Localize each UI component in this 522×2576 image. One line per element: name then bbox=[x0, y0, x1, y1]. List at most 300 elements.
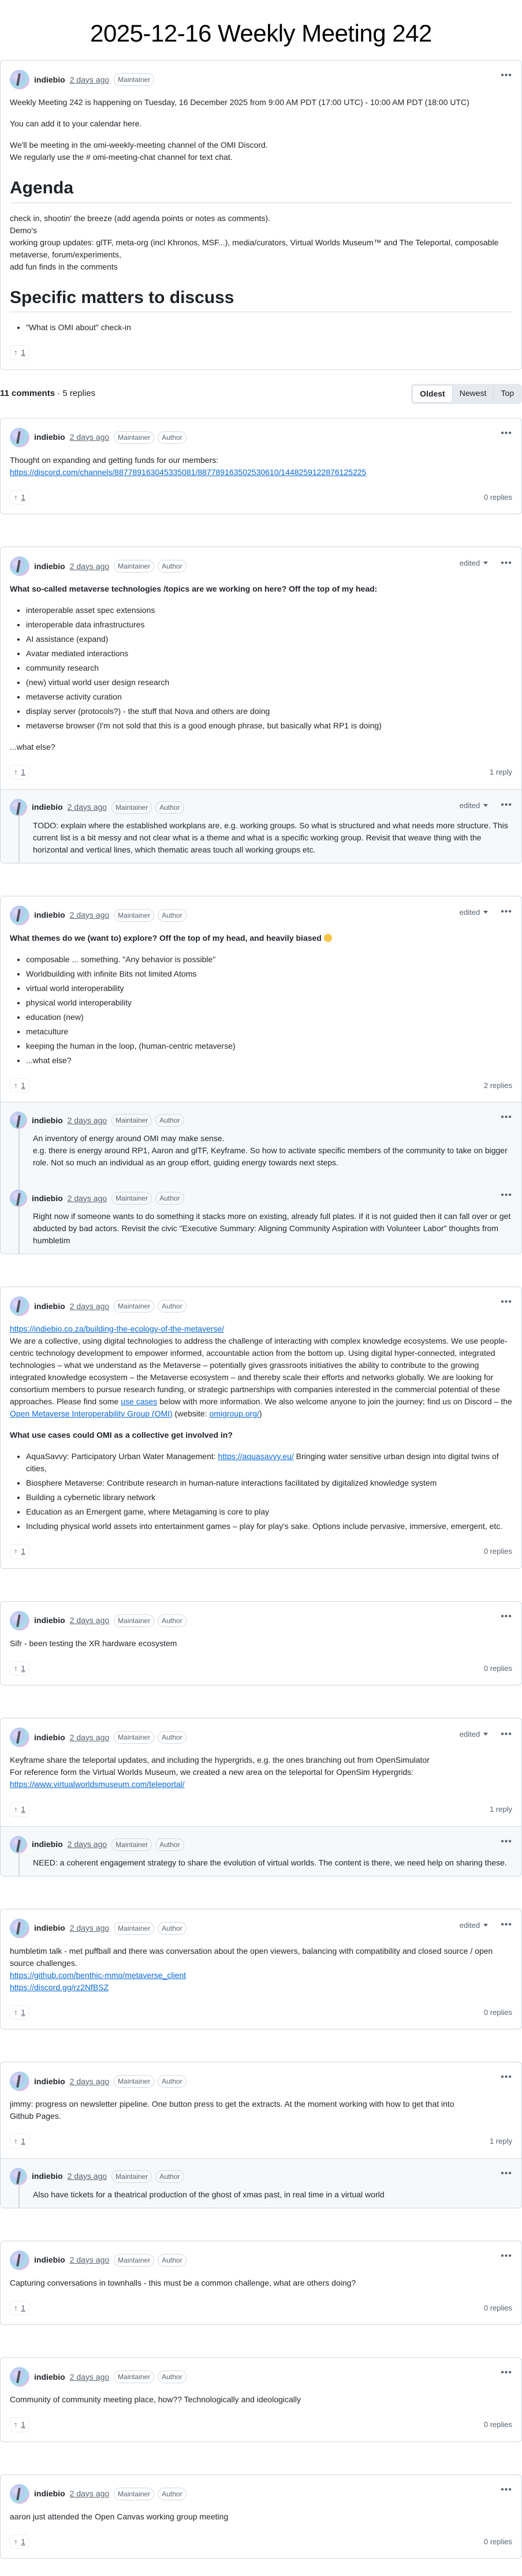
paragraph-text: We are a collective, using digital technologies to address the challenge of interacting with complex knowledge ecosystems. We use people-centric technology development to empower informed, accountable action from the bottom up. Using digital hyper-connected, integrated technologies – what we understand as the Metaverse – potentially gives grassroots initiatives the ability to contribute to the growing integrated knowledge ecosystem – the Metaverse ecosystem – and thereby scale their efforts and networks globally. We are looking for consortium members to pursue research funding, or strategic partnerships with companies interested in the commercial potential of these approaches. Please find some bbox=[10, 1336, 508, 1406]
avatar[interactable] bbox=[10, 1611, 29, 1631]
comment-footer bbox=[1, 488, 521, 514]
list-item: • (new) virtual world user design research bbox=[26, 676, 512, 689]
kebab-horizontal-icon[interactable]: ••• bbox=[501, 558, 512, 568]
post-footer bbox=[1, 343, 521, 369]
list-item: • interoperable data infrastructures bbox=[26, 619, 512, 631]
aquasavvy-link[interactable]: https://aquasavvy.eu/ bbox=[218, 1452, 294, 1461]
avatar[interactable] bbox=[10, 2367, 29, 2387]
author-name[interactable]: indiebio bbox=[34, 910, 65, 919]
upvote-count: 1 bbox=[21, 2537, 25, 2546]
timestamp-link[interactable]: 2 days ago bbox=[69, 910, 110, 919]
upvote-count: 1 bbox=[21, 2007, 25, 2017]
timestamp-link[interactable]: 2 days ago bbox=[69, 1301, 110, 1311]
timestamp-link[interactable]: 2 days ago bbox=[67, 1115, 107, 1125]
matters-item: • "What is OMI about" check-in bbox=[26, 321, 512, 334]
comment-body bbox=[1, 447, 521, 478]
list-item: • Biosphere Metaverse: Contribute research in human-nature interactions facilitated by digitalized knowledge system bbox=[26, 1477, 512, 1489]
avatar[interactable] bbox=[10, 1728, 29, 1747]
author-name[interactable]: indiebio bbox=[34, 1616, 65, 1625]
page-title: 2025-12-16 Weekly Meeting 242 bbox=[90, 20, 432, 47]
upvote-button[interactable] bbox=[10, 2534, 29, 2549]
comment-lead-wrap bbox=[10, 932, 512, 944]
topics-list bbox=[10, 604, 512, 732]
use-cases-list bbox=[10, 1450, 512, 1532]
comment-header bbox=[1, 547, 521, 576]
teleportal-link[interactable]: https://www.virtualworldsmuseum.com/teleportal/ bbox=[10, 1779, 185, 1789]
maintainer-badge: Maintainer bbox=[111, 1192, 152, 1205]
author-badge: Author bbox=[158, 431, 186, 444]
comment-footer bbox=[1, 762, 521, 789]
upvote-count: 1 bbox=[21, 1547, 25, 1556]
arrow-up-icon: ↑ bbox=[14, 2137, 18, 2145]
comment-body bbox=[1, 2270, 521, 2289]
kebab-horizontal-icon[interactable]: ••• bbox=[501, 1836, 512, 1846]
upvote-count: 1 bbox=[21, 768, 25, 776]
comments-summary bbox=[0, 387, 95, 401]
kebab-horizontal-icon[interactable]: ••• bbox=[501, 1611, 512, 1621]
replies-thread bbox=[1, 1102, 521, 1254]
reply-text: NEED: a coherent engagement strategy to share the evolution of virtual worlds. The content is there, we need help on sharing these. bbox=[33, 1857, 507, 1867]
comment-footer bbox=[1, 2298, 521, 2325]
maintainer-badge: Maintainer bbox=[114, 73, 154, 86]
replies-thread bbox=[1, 2158, 521, 2208]
comment-lead: What use cases could OMI as a collective get involved in? bbox=[10, 1430, 233, 1440]
timestamp-link[interactable]: 2 days ago bbox=[69, 2489, 110, 2498]
edited-label: edited bbox=[459, 907, 480, 917]
reply-body bbox=[1, 1129, 521, 1169]
author-name[interactable]: indiebio bbox=[32, 1115, 63, 1125]
list-item bbox=[26, 1450, 512, 1475]
discord-invite-link[interactable]: https://discord.gg/rz2NfBSZ bbox=[10, 1982, 109, 1992]
author-badge: Author bbox=[158, 1300, 186, 1313]
kebab-horizontal-icon[interactable]: ••• bbox=[501, 1190, 512, 1200]
author-name[interactable]: indiebio bbox=[34, 2489, 65, 2498]
list-item: • education (new) bbox=[26, 1011, 512, 1023]
avatar[interactable] bbox=[10, 1919, 29, 1938]
list-item: • ...what else? bbox=[26, 1055, 512, 1067]
reply-count: 1 reply bbox=[489, 768, 512, 776]
comments-count: 11 comments bbox=[0, 388, 55, 398]
caret-down-icon bbox=[483, 911, 488, 914]
author-name[interactable]: indiebio bbox=[32, 2171, 63, 2181]
upvote-button[interactable] bbox=[10, 2134, 29, 2149]
sort-tab-newest[interactable]: Newest bbox=[459, 388, 487, 398]
upvote-button[interactable] bbox=[10, 1544, 29, 1559]
comment bbox=[0, 1287, 522, 1569]
calendar-text: You can add it to your calendar here. bbox=[10, 119, 142, 128]
author-name[interactable]: indiebio bbox=[34, 561, 65, 571]
avatar[interactable] bbox=[10, 1190, 27, 1207]
list-item: • community research bbox=[26, 662, 512, 674]
kebab-horizontal-icon[interactable]: ••• bbox=[501, 1920, 512, 1930]
reply-count: 0 replies bbox=[483, 1663, 512, 1673]
reply bbox=[1, 790, 521, 856]
omi-link[interactable]: Open Metaverse Interoperability Group (OMI) bbox=[10, 1409, 173, 1418]
agenda-heading: Agenda bbox=[10, 177, 512, 203]
paragraph-text: (website: bbox=[172, 1409, 210, 1418]
arrow-up-icon: ↑ bbox=[14, 492, 18, 502]
use-cases-link[interactable]: use cases bbox=[121, 1397, 158, 1406]
edited-label: edited bbox=[459, 1920, 480, 1930]
timestamp-link[interactable]: 2 days ago bbox=[67, 1840, 107, 1849]
chat-channel-text: We regularly use the # omi-meeting-chat channel for text chat. bbox=[10, 152, 233, 162]
author-badge: Author bbox=[158, 1731, 186, 1744]
avatar[interactable] bbox=[10, 1112, 27, 1129]
comment-header bbox=[1, 1602, 521, 1631]
maintainer-badge: Maintainer bbox=[114, 560, 154, 573]
avatar[interactable] bbox=[10, 2168, 27, 2185]
arrow-up-icon: ↑ bbox=[14, 1805, 18, 1814]
comment-text: aaron just attended the Open Canvas working group meeting bbox=[10, 2511, 229, 2521]
comment-text: For reference form the Virtual Worlds Museum, we created a new area on the teleportal for OpenSim Hypergrids: bbox=[10, 1767, 414, 1777]
avatar[interactable] bbox=[10, 2484, 29, 2504]
reply-header bbox=[1, 1827, 521, 1853]
timestamp-link[interactable]: 2 days ago bbox=[69, 432, 110, 442]
maintainer-badge: Maintainer bbox=[114, 1614, 154, 1627]
arrow-up-icon: ↑ bbox=[14, 348, 18, 357]
github-link[interactable]: https://github.com/benthic-mmo/metaverse_client bbox=[10, 1970, 187, 1980]
upvote-button[interactable] bbox=[10, 2005, 29, 2020]
timestamp-link[interactable]: 2 days ago bbox=[69, 561, 110, 571]
sort-tab-top[interactable]: Top bbox=[493, 385, 521, 403]
arrow-up-icon: ↑ bbox=[14, 1081, 18, 1090]
kebab-horizontal-icon[interactable]: ••• bbox=[501, 1729, 512, 1739]
list-item: • metaculture bbox=[26, 1026, 512, 1038]
comment bbox=[0, 1601, 522, 1686]
arrow-up-icon: ↑ bbox=[14, 2420, 18, 2429]
comment-lead: What themes do we (want to) explore? Off the top of my head, and heavily biased bbox=[10, 933, 322, 943]
comment-lead: What so-called metaverse technologies /topics are we working on here? Off the top of my head: bbox=[10, 584, 378, 593]
comment-header bbox=[1, 2241, 521, 2270]
reply-body bbox=[1, 1853, 521, 1869]
reply bbox=[1, 2159, 521, 2201]
author-badge: Author bbox=[158, 2254, 186, 2267]
author-badge: Author bbox=[158, 1922, 186, 1935]
comment bbox=[0, 547, 522, 863]
author-name[interactable]: indiebio bbox=[34, 1301, 65, 1311]
timestamp-link[interactable]: 2 days ago bbox=[67, 802, 107, 812]
comment bbox=[0, 2241, 522, 2325]
author-name[interactable]: indiebio bbox=[34, 1732, 65, 1742]
author-name[interactable]: indiebio bbox=[34, 2372, 65, 2381]
author-badge: Author bbox=[158, 909, 186, 922]
comment-body bbox=[1, 2504, 521, 2523]
kebab-horizontal-icon[interactable]: ••• bbox=[501, 70, 512, 80]
comment-footer bbox=[1, 2132, 521, 2158]
maintainer-badge: Maintainer bbox=[114, 2254, 154, 2267]
maintainer-badge: Maintainer bbox=[114, 909, 154, 922]
comment-footer bbox=[1, 1659, 521, 1685]
reply-count: 2 replies bbox=[483, 1081, 512, 1090]
replies-thread bbox=[1, 1826, 521, 1876]
reply bbox=[1, 1102, 521, 1169]
kebab-horizontal-icon[interactable]: ••• bbox=[501, 1297, 512, 1307]
arrow-up-icon: ↑ bbox=[14, 1547, 18, 1556]
list-item: • Including physical world assets into entertainment games – play for play's sake. Options include pervasive, immersive, emergent, etc. bbox=[26, 1520, 512, 1532]
reply-count: 0 replies bbox=[483, 1547, 512, 1556]
author-name[interactable]: indiebio bbox=[34, 74, 65, 84]
upvote-count: 1 bbox=[21, 2303, 25, 2312]
edited-label: edited bbox=[459, 559, 480, 567]
comment-body bbox=[1, 1631, 521, 1650]
reply-count: 1 reply bbox=[489, 2137, 512, 2145]
comment bbox=[0, 1718, 522, 1876]
list-item: • interoperable asset spec extensions bbox=[26, 604, 512, 616]
comment-text: jimmy: progress on newsletter pipeline. One button press to get the extracts. At the moment working with how to get that into Github Pages. bbox=[10, 2099, 454, 2121]
reply-body bbox=[1, 1207, 521, 1247]
upvote-count: 1 bbox=[21, 1663, 25, 1673]
reply-count: 0 replies bbox=[483, 492, 512, 502]
comment-body bbox=[1, 925, 521, 1067]
meeting-time-text: Weekly Meeting 242 is happening on Tuesday, 16 December 2025 from 9:00 AM PDT (17:00 UTC) - 10:00 AM PDT (18:00 UTC) bbox=[10, 98, 469, 107]
arrow-up-icon: ↑ bbox=[14, 2537, 18, 2546]
timestamp-link[interactable]: 2 days ago bbox=[69, 2372, 110, 2381]
upvote-count: 1 bbox=[21, 1081, 25, 1090]
comment-body bbox=[1, 2387, 521, 2406]
arrow-up-icon: ↑ bbox=[14, 768, 18, 776]
kebab-horizontal-icon[interactable]: ••• bbox=[501, 2250, 512, 2261]
author-badge: Author bbox=[158, 2075, 186, 2088]
avatar[interactable] bbox=[10, 1836, 27, 1853]
list-item: • Worldbuilding with infinite Bits not limited Atoms bbox=[26, 968, 512, 980]
edited-dropdown[interactable] bbox=[460, 800, 488, 812]
comment-body bbox=[1, 1747, 521, 1790]
discussion-post bbox=[0, 60, 522, 370]
comment-footer bbox=[1, 1542, 521, 1568]
themes-list bbox=[10, 954, 512, 1067]
caret-down-icon bbox=[483, 562, 488, 564]
paragraph-text: below with more information. We also welcome anyone to join the journey; find us on Discord – the bbox=[157, 1397, 512, 1406]
comment bbox=[0, 2062, 522, 2208]
timestamp-link[interactable]: 2 days ago bbox=[69, 1732, 110, 1742]
comments-bar bbox=[0, 384, 522, 404]
author-name[interactable]: indiebio bbox=[34, 2255, 65, 2264]
avatar[interactable] bbox=[10, 428, 29, 447]
upvote-count: 1 bbox=[21, 1805, 25, 1814]
comment bbox=[0, 2357, 522, 2442]
list-item: • physical world interoperability bbox=[26, 997, 512, 1009]
author-badge: Author bbox=[158, 1614, 186, 1627]
comment-text: Community of community meeting place, how?? Technologically and ideologically bbox=[10, 2395, 301, 2404]
maintainer-badge: Maintainer bbox=[111, 1114, 152, 1127]
comment-body bbox=[1, 2091, 521, 2122]
arrow-up-icon: ↑ bbox=[14, 2303, 18, 2312]
matters-heading: Specific matters to discuss bbox=[10, 287, 512, 313]
comment-footer bbox=[1, 2003, 521, 2029]
list-item: • composable ... something. "Any behavior is possible" bbox=[26, 954, 512, 966]
author-badge: Author bbox=[155, 801, 184, 814]
reply bbox=[1, 1180, 521, 1247]
author-name[interactable]: indiebio bbox=[34, 2076, 65, 2086]
comment-text: humbletim talk - met puffball and there was conversation about the open viewers, balancing with compatibility and closed source / open source challenges. bbox=[10, 1946, 493, 1968]
comment-body bbox=[1, 576, 521, 753]
maintainer-badge: Maintainer bbox=[114, 1922, 154, 1935]
author-badge: Author bbox=[158, 2371, 186, 2383]
maintainer-badge: Maintainer bbox=[114, 2371, 154, 2383]
comment-body bbox=[1, 1938, 521, 1994]
comment-footer bbox=[1, 2532, 521, 2559]
list-item: • keeping the human in the loop, (human-centric metaverse) bbox=[26, 1040, 512, 1052]
comment-header bbox=[1, 418, 521, 447]
caret-down-icon bbox=[483, 804, 488, 807]
upvote-button[interactable] bbox=[10, 1078, 29, 1093]
maintainer-badge: Maintainer bbox=[111, 801, 152, 814]
list-item: • Building a cybernetic library network bbox=[26, 1491, 512, 1504]
summary-separator: · bbox=[57, 388, 61, 398]
upvote-button[interactable] bbox=[10, 1661, 29, 1676]
list-item: • virtual world interoperability bbox=[26, 982, 512, 994]
timestamp-link[interactable]: 2 days ago bbox=[69, 1616, 110, 1625]
collective-paragraph bbox=[10, 1335, 512, 1420]
timestamp-link[interactable]: 2 days ago bbox=[69, 2076, 110, 2086]
reply bbox=[1, 1827, 521, 1869]
kebab-horizontal-icon[interactable]: ••• bbox=[501, 2368, 512, 2377]
paragraph-text: ) bbox=[259, 1409, 262, 1418]
author-badge: Author bbox=[158, 560, 186, 573]
agenda-line: add fun finds in the comments bbox=[10, 261, 118, 271]
edited-dropdown[interactable] bbox=[460, 1729, 488, 1740]
upvote-button[interactable] bbox=[10, 490, 29, 505]
reply-text: e.g. there is energy around RP1, Aaron and glTF, Keyframe. So how to activate specific members of the community to take on bigger role. Not so much an individual as an group effort, guiding energy towards next steps. bbox=[33, 1146, 508, 1167]
blog-link[interactable]: https://indiebio.co.za/building-the-ecology-of-the-metaverse/ bbox=[10, 1324, 225, 1333]
avatar[interactable] bbox=[10, 1296, 29, 1316]
upvote-button[interactable] bbox=[10, 765, 29, 780]
author-name[interactable]: indiebio bbox=[34, 1923, 65, 1932]
list-item: • Avatar mediated interactions bbox=[26, 648, 512, 660]
matters-list bbox=[10, 321, 512, 334]
arrow-up-icon: ↑ bbox=[14, 1663, 18, 1673]
reply-text: TODO: explain where the established workplans are, e.g. working groups. So what is structured and what needs more structure. This current list is a bit messy and not clear what is a theme and what is a specific working group. Revisit that weave thing with the horizontal and vertical lines, which thematic areas touch all working groups etc. bbox=[33, 820, 508, 854]
author-name[interactable]: indiebio bbox=[34, 432, 65, 442]
item-text: Bringing water sensitive urban design into digital twins of cities, bbox=[26, 1452, 499, 1473]
reply-text: Right now if someone wants to do something it stacks more on existing, already full plates. If it is not guided then it can fall over or get abducted by bad actors. Revisit the civic "Executive Summary: Aligning Community Aspiration with Volunteer Labor" thoughts from humbletim bbox=[33, 1212, 511, 1245]
comment-footer bbox=[1, 1800, 521, 1826]
list-item: • metaverse activity curation bbox=[26, 691, 512, 703]
maintainer-badge: Maintainer bbox=[111, 1838, 152, 1851]
kebab-horizontal-icon[interactable]: ••• bbox=[501, 2168, 512, 2178]
author-name[interactable]: indiebio bbox=[32, 802, 63, 812]
caret-down-icon bbox=[483, 1924, 488, 1927]
avatar[interactable] bbox=[10, 799, 27, 816]
omigroup-link[interactable]: omigroup.org/ bbox=[209, 1409, 259, 1418]
author-name[interactable]: indiebio bbox=[32, 1193, 63, 1203]
comment-header bbox=[1, 1909, 521, 1938]
reply-header bbox=[1, 1102, 521, 1129]
comment-header bbox=[1, 1287, 521, 1316]
grinning-sweat-emoji-icon bbox=[324, 934, 332, 942]
avatar[interactable] bbox=[10, 2072, 29, 2091]
upvote-count: 1 bbox=[21, 492, 25, 502]
avatar[interactable] bbox=[10, 2250, 29, 2270]
list-item: • Education as an Emergent game, where Metagaming is core to play bbox=[26, 1506, 512, 1518]
kebab-horizontal-icon[interactable]: ••• bbox=[501, 2484, 512, 2495]
upvote-button[interactable] bbox=[10, 2301, 29, 2316]
reply-count: 1 reply bbox=[489, 1805, 512, 1814]
comment-header bbox=[1, 2062, 521, 2091]
kebab-horizontal-icon[interactable]: ••• bbox=[501, 1112, 512, 1122]
timestamp-link[interactable]: 2 days ago bbox=[69, 74, 110, 84]
item-text: AquaSavvy: Participatory Urban Water Management: bbox=[26, 1452, 218, 1461]
reply-header bbox=[1, 1180, 521, 1207]
comment-header bbox=[1, 2475, 521, 2504]
comment-tail: ...what else? bbox=[10, 742, 55, 752]
upvote-button[interactable] bbox=[10, 2417, 29, 2432]
comment-text: Sifr - been testing the XR hardware ecosystem bbox=[10, 1638, 177, 1648]
comment bbox=[0, 418, 522, 515]
avatar[interactable] bbox=[10, 906, 29, 925]
comment-footer bbox=[1, 1076, 521, 1102]
caret-down-icon bbox=[483, 1733, 488, 1736]
upvote-count: 1 bbox=[21, 2137, 25, 2145]
author-badge: Author bbox=[155, 1114, 184, 1127]
reply-body bbox=[1, 2185, 521, 2201]
kebab-horizontal-icon[interactable]: ••• bbox=[501, 907, 512, 917]
reply-count: 0 replies bbox=[483, 2420, 512, 2429]
post-header bbox=[1, 61, 521, 89]
timestamp-link[interactable]: 2 days ago bbox=[69, 1923, 110, 1932]
comment-text: Capturing conversations in townhalls - this must be a common challenge, what are others doing? bbox=[10, 2278, 356, 2287]
kebab-horizontal-icon[interactable]: ••• bbox=[501, 428, 512, 438]
edited-dropdown[interactable] bbox=[460, 1920, 488, 1931]
list-item: • display server (protocols?) - the stuff that Nova and others are doing bbox=[26, 705, 512, 717]
reply-count: 0 replies bbox=[483, 2303, 512, 2312]
comment-text: Thought on expanding and getting funds for our members: bbox=[10, 455, 219, 465]
maintainer-badge: Maintainer bbox=[111, 2170, 152, 2183]
agenda-line: working group updates: glTF, meta-org (incl Khronos, MSF...), media/curators, Virtual Worlds Museum™ and The Teleportal, composable metaverse, forum/experiments, bbox=[10, 237, 499, 259]
discord-link[interactable]: https://discord.com/channels/887789163045335081/887789163502530610/1448259122876125225 bbox=[10, 467, 367, 477]
maintainer-badge: Maintainer bbox=[114, 2488, 154, 2500]
agenda-line: Demo's bbox=[10, 225, 38, 235]
maintainer-badge: Maintainer bbox=[114, 2075, 154, 2088]
post-body bbox=[1, 89, 521, 334]
author-badge: Author bbox=[155, 1838, 184, 1851]
reply-count: 0 replies bbox=[483, 2537, 512, 2546]
replies-thread bbox=[1, 789, 521, 863]
author-badge: Author bbox=[155, 1192, 184, 1205]
comment-header bbox=[1, 1718, 521, 1747]
maintainer-badge: Maintainer bbox=[114, 1731, 154, 1744]
kebab-horizontal-icon[interactable]: ••• bbox=[501, 2072, 512, 2082]
maintainer-badge: Maintainer bbox=[114, 1300, 154, 1313]
reply-body bbox=[1, 816, 521, 856]
replies-count: 5 replies bbox=[62, 388, 96, 398]
avatar[interactable] bbox=[10, 70, 29, 89]
edited-label: edited bbox=[459, 1730, 480, 1738]
maintainer-badge: Maintainer bbox=[114, 431, 154, 444]
kebab-horizontal-icon[interactable]: ••• bbox=[501, 800, 512, 810]
author-badge: Author bbox=[158, 2488, 186, 2500]
comment-body bbox=[1, 1316, 521, 1532]
sort-tab-oldest[interactable]: Oldest bbox=[412, 385, 453, 403]
edited-dropdown[interactable] bbox=[460, 907, 488, 918]
edited-dropdown[interactable] bbox=[460, 558, 488, 569]
upvote-button[interactable] bbox=[10, 1802, 29, 1817]
comment bbox=[0, 896, 522, 1255]
author-name[interactable]: indiebio bbox=[32, 1840, 63, 1849]
timestamp-link[interactable]: 2 days ago bbox=[69, 2255, 110, 2264]
upvote-count: 1 bbox=[21, 2420, 25, 2429]
comment-header bbox=[1, 2358, 521, 2387]
upvote-button[interactable] bbox=[10, 345, 29, 360]
list-item: • metaverse browser (I'm not sold that this is a good enough phrase, but basically what RP1 is doing) bbox=[26, 720, 512, 732]
comment-footer bbox=[1, 2415, 521, 2442]
upvote-count: 1 bbox=[21, 348, 25, 357]
timestamp-link[interactable]: 2 days ago bbox=[67, 2171, 107, 2181]
timestamp-link[interactable]: 2 days ago bbox=[67, 1193, 107, 1203]
avatar[interactable] bbox=[10, 556, 29, 576]
comment-text: Keyframe share the teleportal updates, and including the hypergrids, e.g. the ones branching out from OpenSimulator bbox=[10, 1755, 430, 1764]
sort-tabs bbox=[411, 384, 522, 404]
